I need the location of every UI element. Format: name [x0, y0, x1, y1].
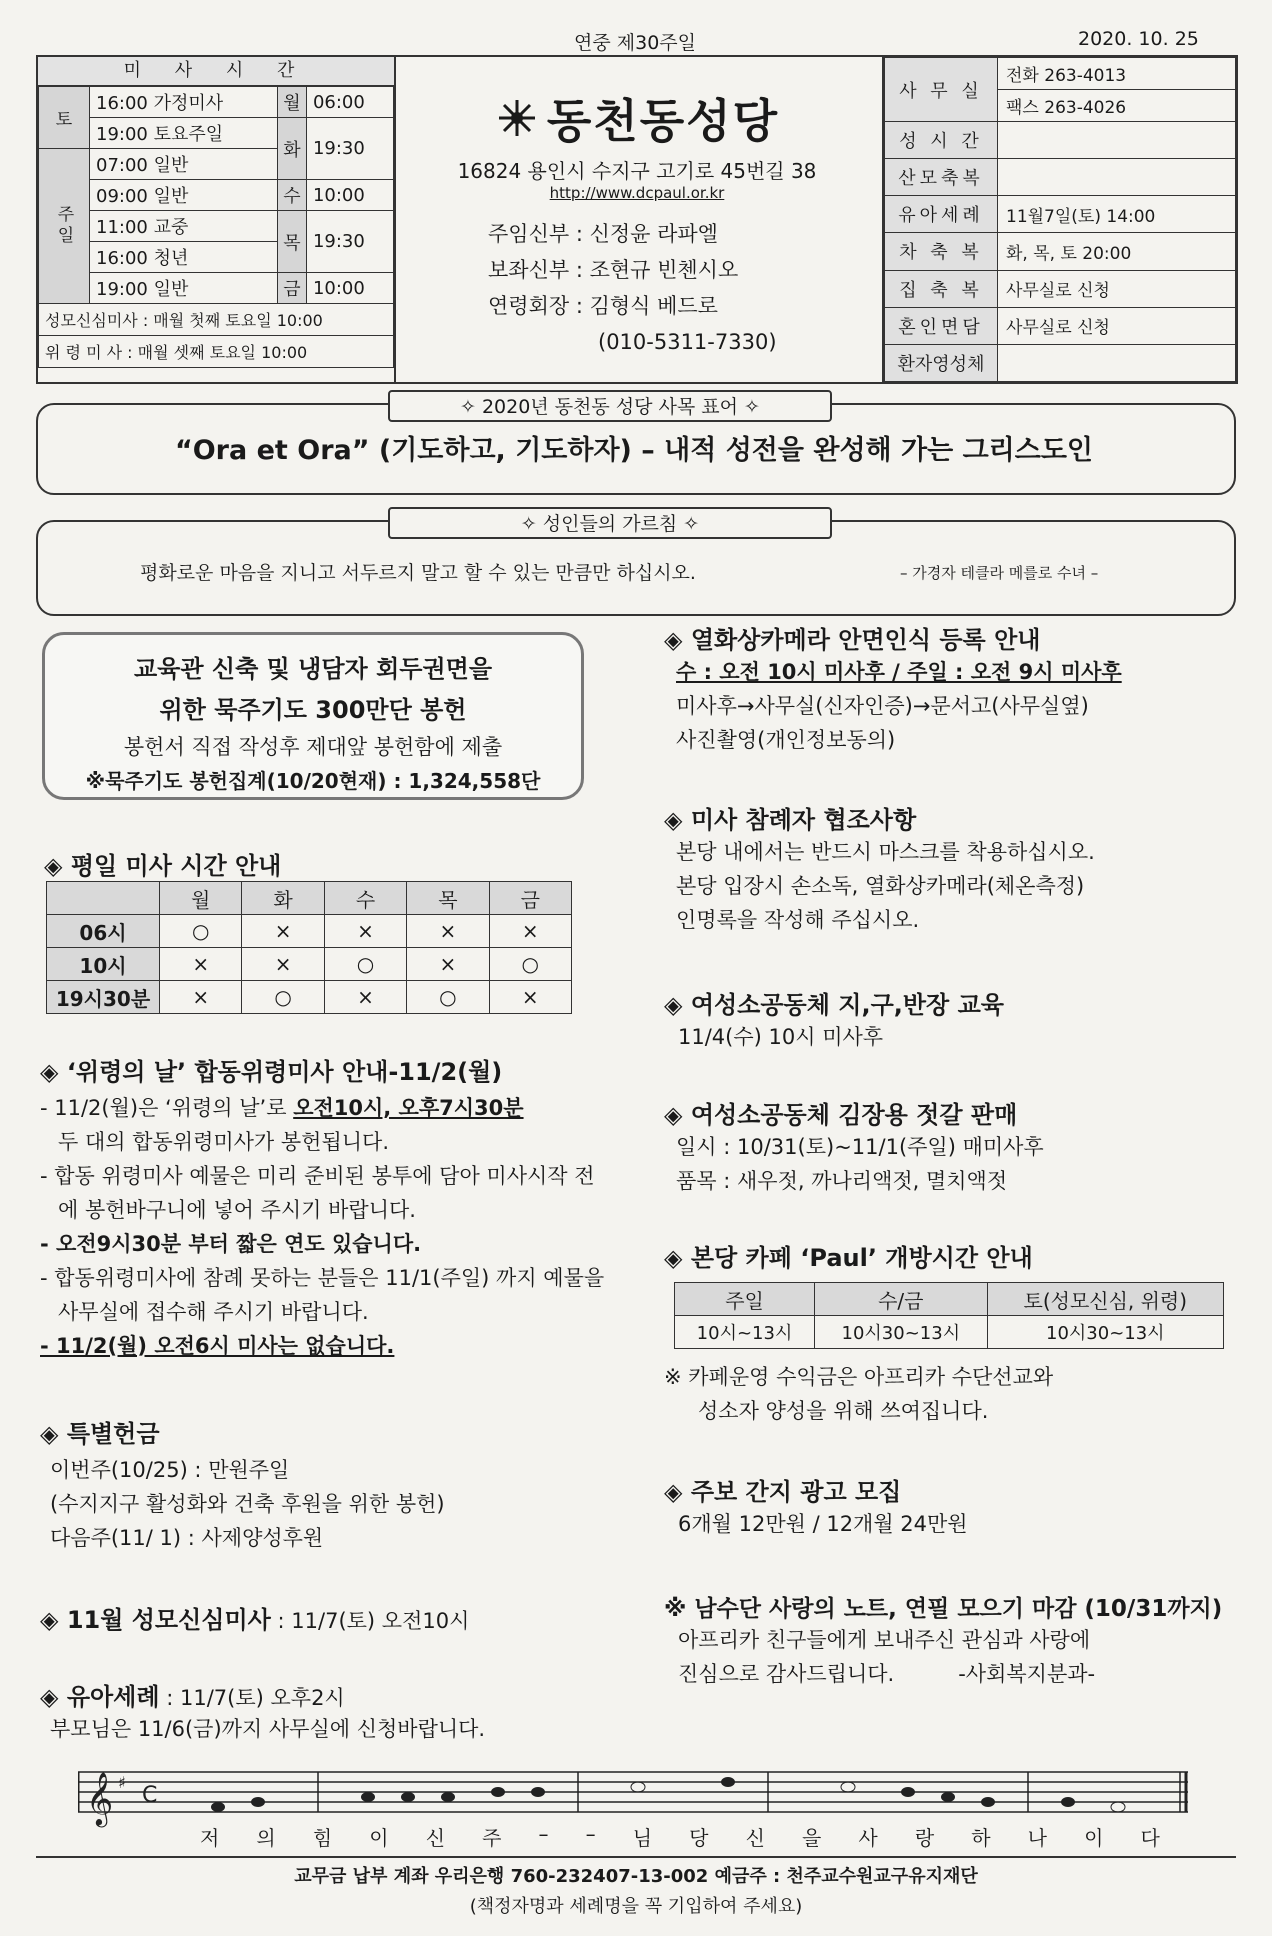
- lyric: 저: [200, 1826, 220, 1850]
- rosary-title-2: 위한 묵주기도 300만단 봉헌: [159, 696, 467, 724]
- house-blessing-key: 집 축 복: [885, 270, 998, 307]
- time-06: 06시: [47, 915, 160, 948]
- lyric: 다: [1140, 1826, 1160, 1850]
- sudan-title: ※ 남수단 사랑의 노트, 연필 모으기 마감 (10/31까지): [664, 1596, 1223, 1622]
- cafe-note: [664, 1360, 1053, 1428]
- funeral-chair-phone: (010-5311-7330): [598, 330, 777, 354]
- lyric: –: [585, 1822, 596, 1846]
- sun-mass-4: 16:00 청년: [90, 242, 278, 273]
- offering-next-week: 다음주(11/ 1) : 사제양성후원: [50, 1526, 324, 1550]
- motto-tab: ✧ 2020년 동천동 성당 사목 표어 ✧: [388, 390, 832, 422]
- cell: ×: [160, 948, 242, 981]
- covid-register: 인명록을 작성해 주십시오.: [676, 908, 920, 932]
- adoration-value: [998, 122, 1236, 159]
- sharp-icon: ♯: [118, 1773, 126, 1792]
- lyric: 랑: [914, 1826, 935, 1850]
- church-info: [392, 55, 882, 384]
- sun-mass-3: 11:00 교중: [90, 211, 278, 242]
- lyric: 나: [1027, 1826, 1047, 1850]
- cafe-header-wed-fri: 수/금: [815, 1283, 988, 1316]
- infant-baptism-value: 11월7일(토) 14:00: [998, 196, 1236, 233]
- memorial-section: [40, 1052, 610, 1363]
- cafe-header-sun: 주일: [675, 1283, 815, 1316]
- covid-section: [664, 800, 1244, 937]
- kimchi-items: 품목 : 새우젓, 까나리액젓, 멸치액젓: [676, 1169, 1008, 1193]
- weekday-mon-time: 06:00: [306, 87, 393, 118]
- cell: ×: [324, 981, 406, 1014]
- corner-cell: [47, 882, 160, 915]
- weekday-fri-time: 10:00: [306, 273, 393, 304]
- thermal-title: ◈ 열화상카메라 안면인식 등록 안내: [664, 626, 1041, 654]
- cafe-hours-sat: 10시30~13시: [987, 1316, 1223, 1349]
- cafe-hours-table: [674, 1282, 1224, 1349]
- cell: ×: [324, 915, 406, 948]
- marian-title: ◈ 11월 성모신심미사: [40, 1606, 271, 1634]
- covid-sanitize: 본당 입장시 손소독, 열화상카메라(체온측정): [676, 874, 1085, 898]
- lyric: 주: [482, 1826, 502, 1850]
- kimchi-title: ◈ 여성소공동체 김장용 젓갈 판매: [664, 1101, 1018, 1129]
- cell: ×: [489, 915, 571, 948]
- common-time-icon: C: [142, 1783, 158, 1808]
- day-mon: 월: [160, 882, 242, 915]
- sun-mass-5: 19:00 일반: [90, 273, 278, 304]
- saints-tab: ✧ 성인들의 가르침 ✧: [388, 507, 832, 539]
- sat-mass-2: 19:00 토요주일: [90, 118, 278, 149]
- office-key: 사 무 실: [885, 58, 998, 122]
- lyric: 하: [971, 1826, 991, 1850]
- office-fax: 팩스 263-4026: [1006, 98, 1127, 118]
- cell: ○: [160, 915, 242, 948]
- weekday-tue: 화: [277, 118, 306, 180]
- adoration-key: 성 시 간: [885, 122, 998, 159]
- car-blessing-key: 차 축 복: [885, 233, 998, 270]
- weekday-mass-title: ◈ 평일 미사 시간 안내: [44, 852, 282, 880]
- cell: ×: [160, 981, 242, 1014]
- mother-blessing-key: 산모축복: [885, 159, 998, 196]
- weekday-thu: 목: [277, 211, 306, 273]
- thermal-photo: 사진촬영(개인정보동의): [676, 728, 896, 752]
- footer-divider: [36, 1856, 1236, 1858]
- sat-mass-1: 16:00 가정미사: [90, 87, 278, 118]
- pastor: 주임신부 : 신정윤 라파엘: [488, 222, 718, 246]
- marian-mass-note: 성모신심미사 : 매월 첫째 토요일 10:00: [39, 304, 394, 336]
- church-website-link[interactable]: http://www.dcpaul.or.kr: [549, 184, 725, 202]
- footer-note: (책정자명과 세례명을 꼭 기입하여 주세요): [469, 1896, 803, 1917]
- saints-quote: 평화로운 마음을 지니고 서두르지 말고 할 수 있는 만큼만 하십시오.: [140, 562, 696, 584]
- cell: ×: [407, 948, 489, 981]
- sun-mass-1: 07:00 일반: [90, 149, 278, 180]
- mass-time-title: 미 사 시 간: [38, 57, 394, 86]
- offering-title: ◈ 특별헌금: [40, 1420, 160, 1448]
- kimchi-date: 일시 : 10/31(토)~11/1(주일) 매미사후: [676, 1135, 1044, 1159]
- covid-title: ◈ 미사 참례자 협조사항: [664, 806, 917, 834]
- offering-section: [40, 1414, 445, 1555]
- saints-source: – 가경자 테클라 메를로 수녀 –: [900, 564, 1099, 582]
- lyric: 신: [425, 1826, 446, 1850]
- memorial-times: 오전10시, 오후7시30분: [293, 1096, 524, 1120]
- cafe-header-sat: 토(성모신심, 위령): [987, 1283, 1223, 1316]
- offering-this-week: 이번주(10/25) : 만원주일: [50, 1458, 290, 1482]
- baptism-title: ◈ 유아세례: [40, 1683, 160, 1711]
- ads-section: [664, 1472, 968, 1541]
- cafe-note-2: 성소자 양성을 위해 쓰여집니다.: [698, 1399, 989, 1423]
- cafe-hours-wed-fri: 10시30~13시: [815, 1316, 988, 1349]
- baptism-section: [40, 1677, 485, 1746]
- footer-account: 교무금 납부 계좌 우리은행 760-232407-13-002 예금주 : 천주교수원교구유지재단: [294, 1866, 978, 1887]
- day-thu: 목: [407, 882, 489, 915]
- rosary-count: ※묵주기도 봉헌집계(10/20현재) : 1,324,558단: [85, 769, 541, 793]
- office-info-box: [882, 55, 1238, 384]
- cell: ×: [242, 915, 324, 948]
- infant-baptism-key: 유아세례: [885, 196, 998, 233]
- baptism-instruction: 부모님은 11/6(금)까지 사무실에 신청바랍니다.: [50, 1717, 486, 1741]
- weekday-tue-time: 19:30: [306, 118, 393, 180]
- church-address: 16824 용인시 수지구 고기로 45번길 38: [457, 159, 817, 183]
- sick-communion-key: 환자영성체: [885, 344, 998, 381]
- thermal-step: 미사후→사무실(신자인증)→문서고(사무실옆): [676, 694, 1089, 718]
- car-blessing-value: 화, 목, 토 20:00: [998, 233, 1236, 270]
- funeral-chair: 연령회장 : 김형식 베드로: [488, 294, 718, 318]
- women-edu-title: ◈ 여성소공동체 지,구,반장 교육: [664, 991, 1004, 1019]
- cell: ○: [242, 981, 324, 1014]
- ads-title: ◈ 주보 간지 광고 모집: [664, 1478, 902, 1506]
- weekday-mon: 월: [277, 87, 306, 118]
- rosary-title-1: 교육관 신축 및 냉담자 회두권면을: [134, 655, 492, 683]
- women-edu-section: [664, 985, 1244, 1054]
- day-wed: 수: [324, 882, 406, 915]
- mother-blessing-value: [998, 159, 1236, 196]
- cell: ○: [324, 948, 406, 981]
- rosary-instruction: 봉헌서 직접 작성후 제대앞 봉헌함에 제출: [123, 735, 503, 759]
- lyric: 의: [256, 1826, 276, 1850]
- cafe-hours-sun: 10시~13시: [675, 1316, 815, 1349]
- marriage-interview-key: 혼인면담: [885, 307, 998, 344]
- lyric: 을: [801, 1826, 822, 1850]
- hymn-lyrics: [200, 1822, 1160, 1851]
- weekday-wed-time: 10:00: [306, 180, 393, 211]
- requiem-mass-note: 위 령 미 사 : 매월 셋째 토요일 10:00: [39, 336, 394, 368]
- lyric: 사: [858, 1826, 878, 1850]
- time-10: 10시: [47, 948, 160, 981]
- memorial-line1b: 두 대의 합동위령미사가 봉헌됩니다.: [58, 1130, 389, 1154]
- lyric: 이: [369, 1826, 389, 1850]
- offering-purpose: (수지지구 활성화와 건축 후원을 위한 봉헌): [50, 1492, 445, 1516]
- church-name: 동천동성당: [546, 94, 780, 148]
- day-tue: 화: [242, 882, 324, 915]
- assistant-priest: 보좌신부 : 조현규 빈첸시오: [488, 258, 739, 282]
- cell: ○: [407, 981, 489, 1014]
- sudan-section: [664, 1590, 1244, 1691]
- table-row: [47, 981, 572, 1014]
- lyric: –: [538, 1822, 549, 1846]
- cell: ○: [489, 948, 571, 981]
- lyric: 이: [1084, 1826, 1104, 1850]
- thermal-camera-section: [664, 620, 1244, 757]
- house-blessing-value: 사무실로 신청: [998, 270, 1236, 307]
- thermal-times: 수 : 오전 10시 미사후 / 주일 : 오전 9시 미사후: [676, 660, 1122, 684]
- memorial-line4: - 합동위령미사에 참례 못하는 분들은 11/1(주일) 까지 예물을 사무실에 접수해 주시기 바랍니다.: [40, 1266, 605, 1324]
- lyric: 힘: [312, 1826, 333, 1850]
- sun-label: 주일: [39, 149, 90, 304]
- lyric: 님: [632, 1826, 653, 1850]
- sudan-line2: 진심으로 감사드립니다.: [678, 1662, 895, 1686]
- church-logo-icon: [495, 96, 539, 140]
- week-label: 연중 제30주일: [574, 32, 696, 54]
- weekday-thu-time: 19:30: [306, 211, 393, 273]
- weekday-fri: 금: [277, 273, 306, 304]
- sick-communion-value: [998, 344, 1236, 381]
- ads-price: 6개월 12만원 / 12개월 24만원: [678, 1512, 968, 1536]
- bulletin-date: 2020. 10. 25: [1078, 28, 1199, 50]
- time-1930: 19시30분: [47, 981, 160, 1014]
- mass-time-box: [36, 55, 396, 384]
- cafe-note-1: ※ 카페운영 수익금은 아프리카 수단선교와: [664, 1365, 1054, 1389]
- motto-text: “Ora et Ora” (기도하고, 기도하자) – 내적 성전을 완성해 가는 그리스도인: [174, 435, 1093, 466]
- memorial-line1: - 11/2(월)은 ‘위령의 날’로: [40, 1096, 294, 1120]
- cell: ×: [489, 981, 571, 1014]
- marian-detail: : 11/7(토) 오전10시: [270, 1609, 470, 1633]
- marian-section: [40, 1600, 469, 1635]
- marriage-interview-value: 사무실로 신청: [998, 307, 1236, 344]
- treble-clef-icon: 𝄞: [86, 1771, 114, 1825]
- cell: ×: [407, 915, 489, 948]
- weekday-mass-table: [46, 881, 572, 1014]
- weekday-wed: 수: [277, 180, 306, 211]
- lyric: 신: [745, 1826, 765, 1850]
- women-edu-detail: 11/4(수) 10시 미사후: [678, 1025, 884, 1049]
- sudan-signature: -사회복지분과-: [958, 1662, 1096, 1686]
- lyric: 당: [689, 1826, 709, 1850]
- kimchi-section: [664, 1095, 1244, 1198]
- day-fri: 금: [489, 882, 571, 915]
- baptism-detail: : 11/7(토) 오후2시: [159, 1686, 345, 1710]
- memorial-line2: - 합동 위령미사 예물은 미리 준비된 봉투에 담아 미사시작 전에 봉헌바구니에 넣어 주시기 바랍니다.: [40, 1164, 595, 1222]
- sat-label: 토: [39, 87, 90, 149]
- table-row: [47, 948, 572, 981]
- memorial-line3: - 오전9시30분 부터 짧은 연도 있습니다.: [40, 1232, 422, 1256]
- table-row: [47, 915, 572, 948]
- sun-mass-2: 09:00 일반: [90, 180, 278, 211]
- cafe-section: [664, 1238, 1244, 1273]
- memorial-line5: - 11/2(월) 오전6시 미사는 없습니다.: [40, 1334, 395, 1358]
- cafe-title: ◈ 본당 카페 ‘Paul’ 개방시간 안내: [664, 1244, 1033, 1272]
- rosary-campaign-box: [42, 632, 584, 800]
- sudan-line1: 아프리카 친구들에게 보내주신 관심과 사랑에: [678, 1628, 1091, 1652]
- covid-mask: 본당 내에서는 반드시 마스크를 착용하십시오.: [676, 840, 1095, 864]
- office-phone: 전화 263-4013: [998, 58, 1235, 90]
- cell: ×: [242, 948, 324, 981]
- memorial-title: ◈ ‘위령의 날’ 합동위령미사 안내-11/2(월): [40, 1058, 503, 1086]
